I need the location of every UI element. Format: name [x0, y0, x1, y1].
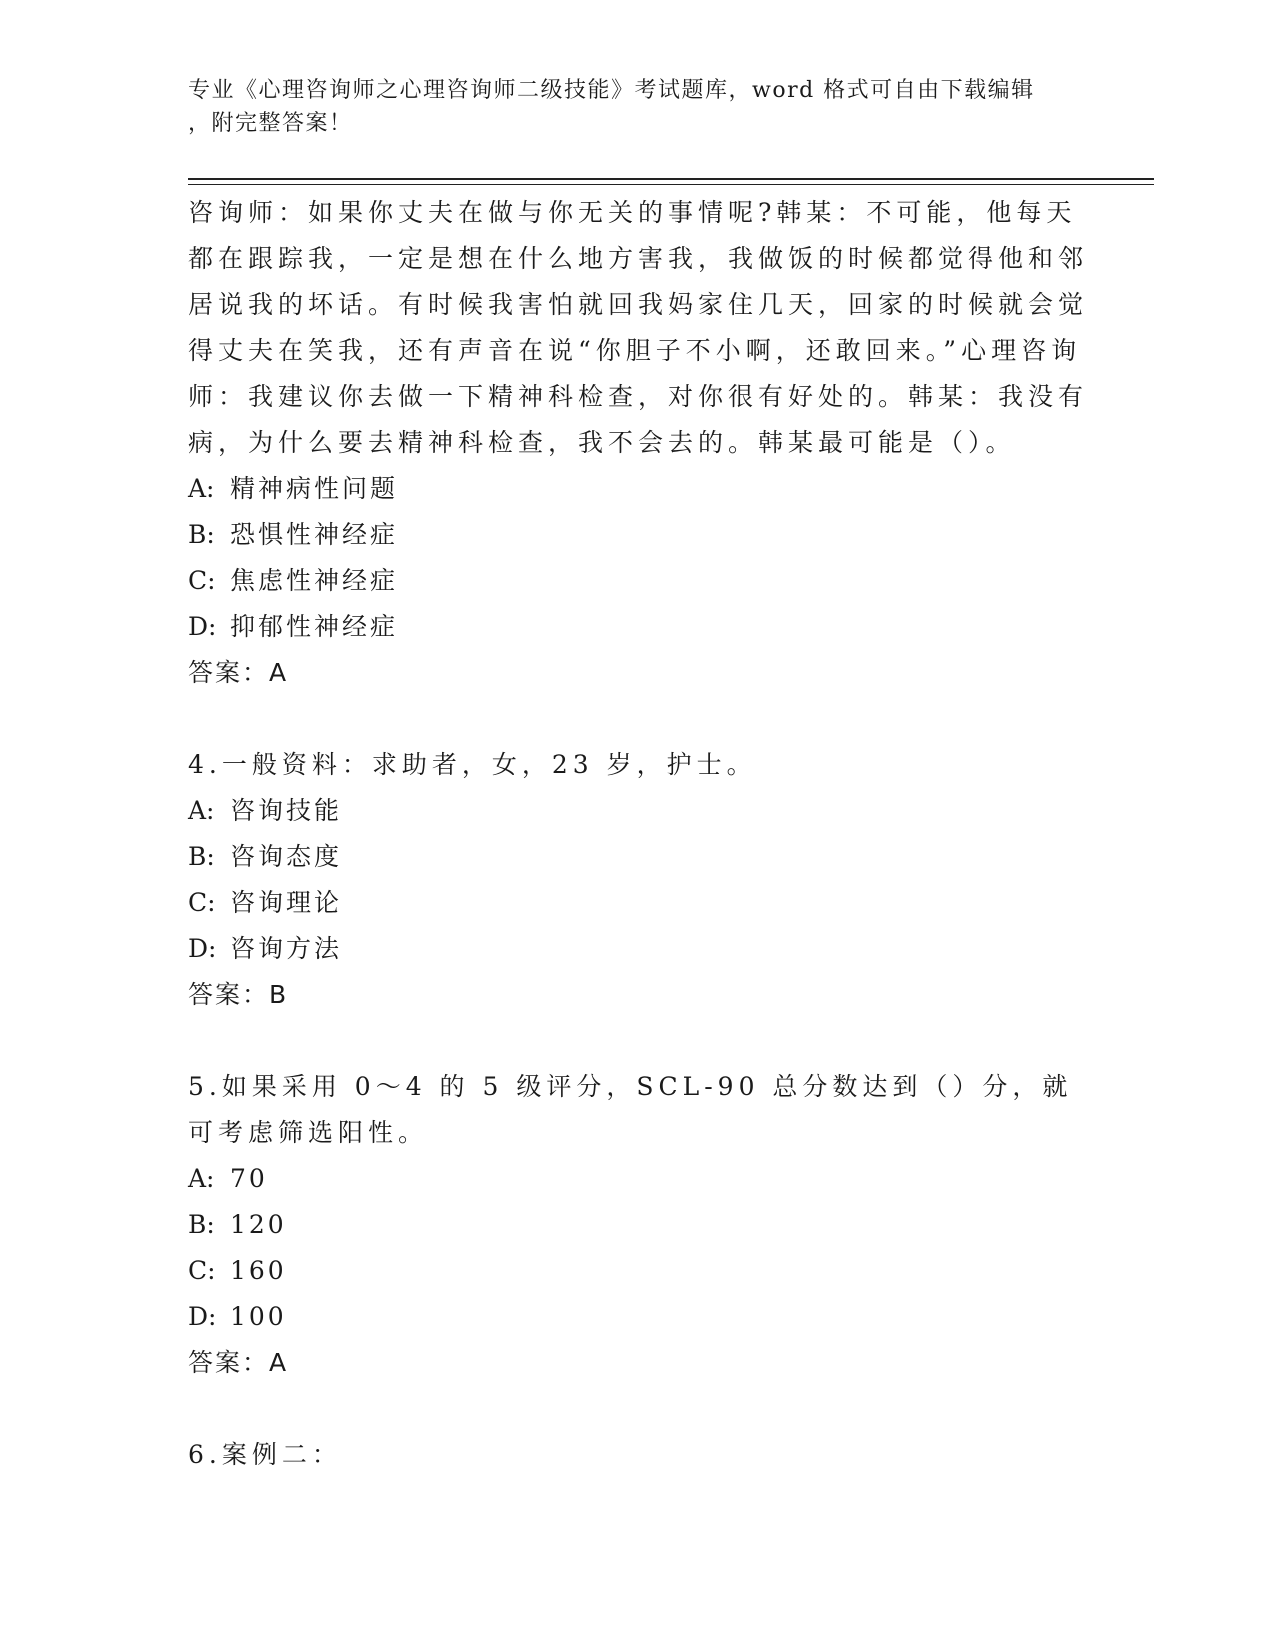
option-text: 咨询方法 — [230, 934, 343, 963]
option-key: D: — [188, 1302, 217, 1331]
question-4-option-a — [188, 788, 1088, 834]
question-3-stem: 咨询师：如果你丈夫在做与你无关的事情呢?韩某：不可能，他每天都在跟踪我，一定是想在什么地方害我，我做饭的时候都觉得他和邻居说我的坏话。有时候我害怕就回我妈家住几天，回家的时候就会觉得丈夫在笑我，还有声音在说“你胆子不小啊，还敢回来。”心理咨询师：我建议你去做一下精神科检查，对你很有好处的。韩某：我没有病，为什么要去精神科检查，我不会去的。韩某最可能是（）。 — [188, 198, 1089, 457]
option-text: 咨询态度 — [230, 842, 343, 871]
option-key: A: — [188, 796, 215, 825]
option-text: 焦虑性神经症 — [230, 566, 399, 595]
option-text: 恐惧性神经症 — [230, 520, 399, 549]
question-5-option-a — [188, 1156, 1088, 1202]
question-4-stem: 4.一般资料：求助者，女，23 岁，护士。 — [188, 750, 757, 779]
option-key: B: — [188, 520, 215, 549]
question-3-answer: 答案：A — [188, 658, 289, 687]
question-3-option-a — [188, 466, 1088, 512]
question-5-option-d — [188, 1294, 1088, 1340]
option-key: B: — [188, 1210, 215, 1239]
question-5 — [188, 1064, 1088, 1386]
header-line-2: ，附完整答案！ — [188, 111, 353, 136]
question-content — [188, 190, 1088, 1478]
option-key: A: — [188, 1164, 215, 1193]
option-key: C: — [188, 566, 216, 595]
spacer — [188, 1018, 1088, 1064]
option-text: 精神病性问题 — [230, 474, 399, 503]
question-4-option-d — [188, 926, 1088, 972]
option-text: 160 — [230, 1256, 287, 1285]
question-5-option-c — [188, 1248, 1088, 1294]
spacer — [188, 696, 1088, 742]
option-text: 抑郁性神经症 — [230, 612, 399, 641]
question-3-option-d — [188, 604, 1088, 650]
question-6 — [188, 1432, 1088, 1478]
option-text: 70 — [230, 1164, 268, 1193]
option-text: 100 — [230, 1302, 287, 1331]
option-key: C: — [188, 888, 216, 917]
question-5-stem: 5.如果采用 0～4 的 5 级评分，SCL-90 总分数达到（）分，就可考虑筛选阳性。 — [188, 1072, 1073, 1147]
question-3 — [188, 190, 1088, 696]
question-4-option-c — [188, 880, 1088, 926]
header-line-1: 专业《心理咨询师之心理咨询师二级技能》考试题库，word 格式可自由下载编辑 — [188, 78, 1035, 103]
header-rule-thin — [188, 184, 1154, 185]
question-3-option-c — [188, 558, 1088, 604]
question-6-stem: 6.案例二： — [188, 1440, 342, 1469]
option-text: 咨询理论 — [230, 888, 343, 917]
option-key: C: — [188, 1256, 216, 1285]
question-5-option-b — [188, 1202, 1088, 1248]
question-4 — [188, 742, 1088, 1018]
spacer — [188, 1386, 1088, 1432]
option-text: 120 — [230, 1210, 287, 1239]
option-key: B: — [188, 842, 215, 871]
option-key: D: — [188, 612, 217, 641]
header-rule-thick — [188, 178, 1154, 180]
option-text: 咨询技能 — [230, 796, 343, 825]
document-header — [188, 74, 1068, 140]
question-4-option-b — [188, 834, 1088, 880]
option-key: A: — [188, 474, 215, 503]
question-5-answer: 答案：A — [188, 1348, 289, 1377]
question-3-option-b — [188, 512, 1088, 558]
question-4-answer: 答案：B — [188, 980, 289, 1009]
option-key: D: — [188, 934, 217, 963]
